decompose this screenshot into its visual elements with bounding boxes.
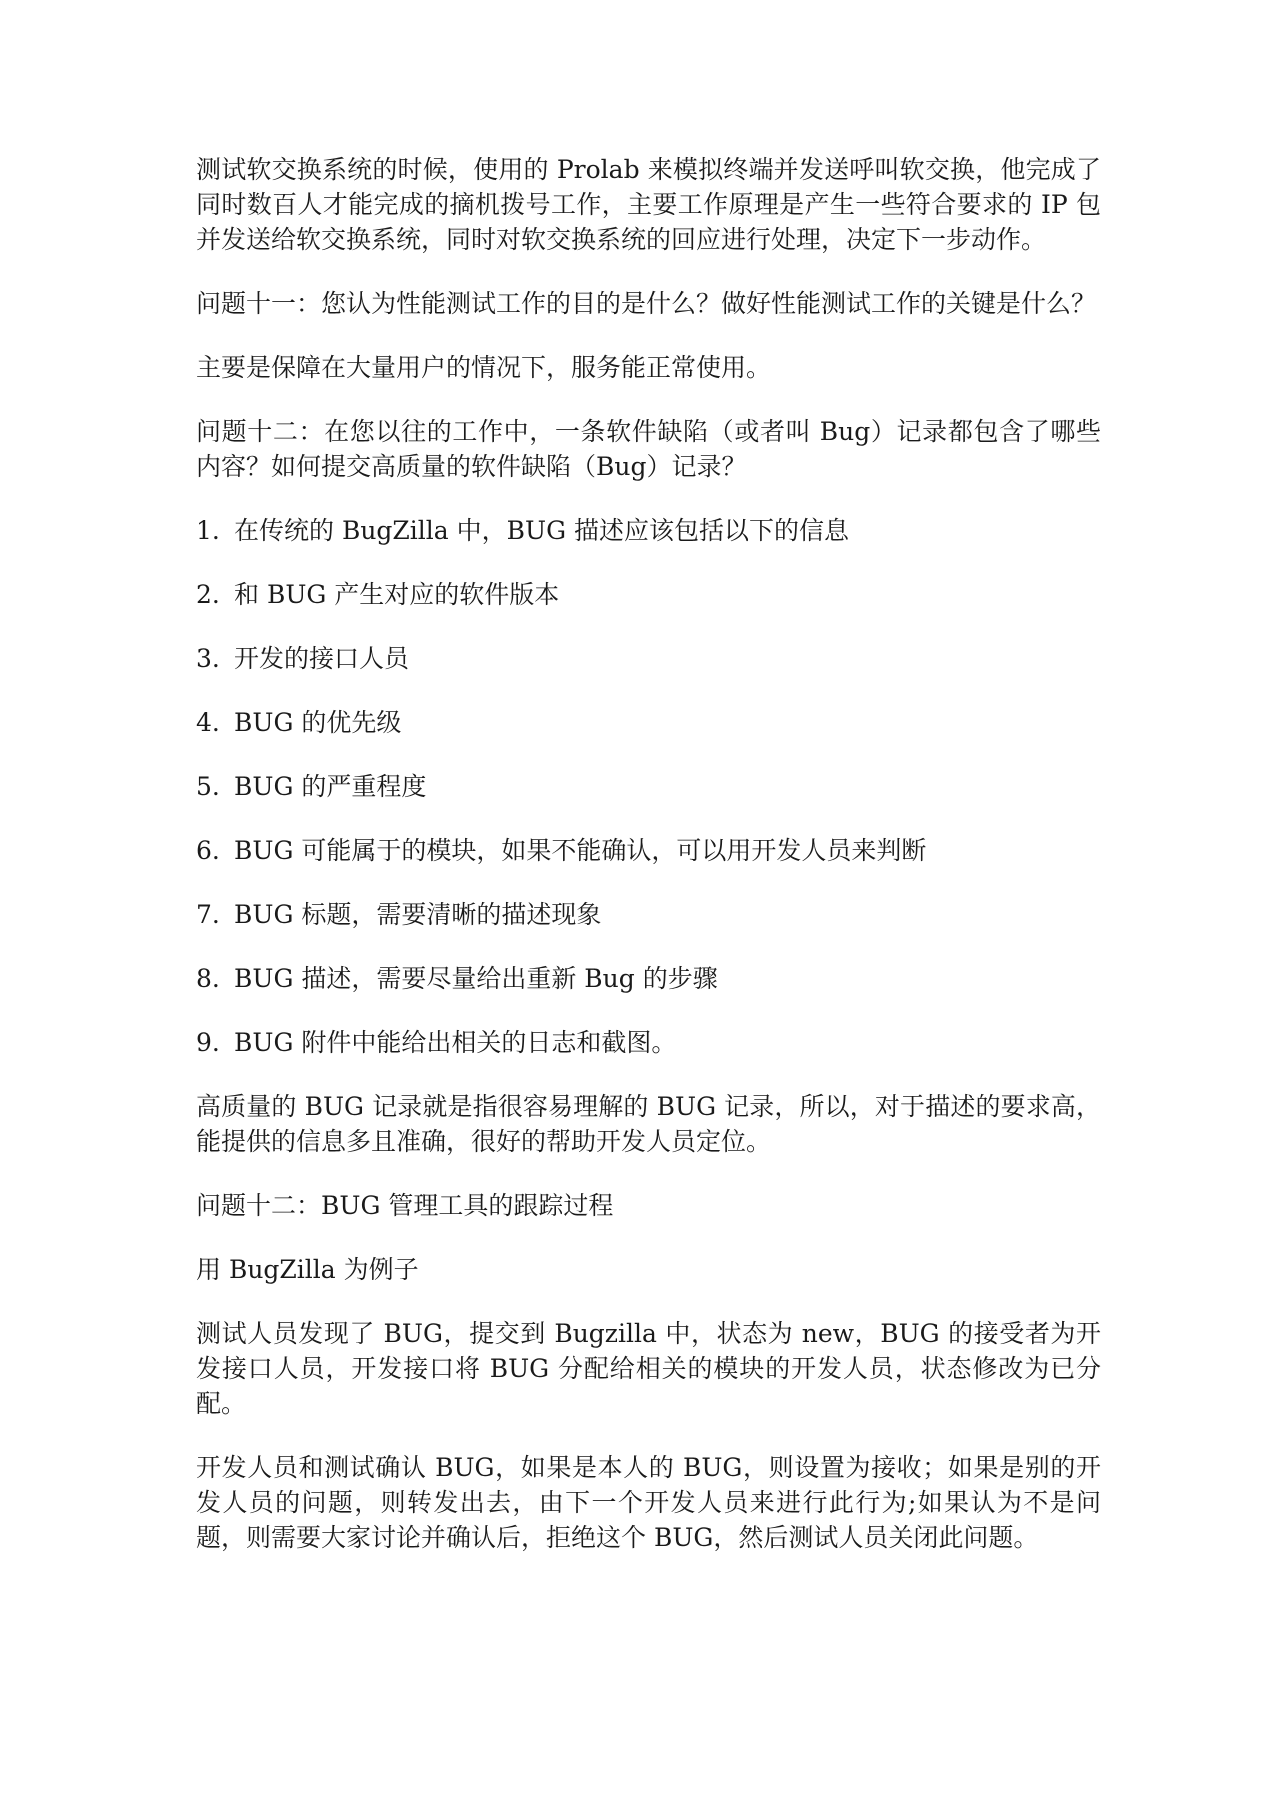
list-text: 和 BUG 产生对应的软件版本 bbox=[234, 580, 560, 609]
list-number: 5. bbox=[196, 772, 220, 801]
list-number: 8. bbox=[196, 964, 220, 993]
developer-confirm-paragraph: 开发人员和测试确认 BUG，如果是本人的 BUG，则设置为接收；如果是别的开发人员的问题，则转发出去，由下一个开发人员来进行此行为;如果认为不是问题，则需要大家讨论并确认后，拒绝这个 BUG，然后测试人员关闭此问题。 bbox=[196, 1453, 1101, 1552]
answer-eleven: 主要是保障在大量用户的情况下，服务能正常使用。 bbox=[196, 353, 772, 382]
paragraph-softswitch-testing: 测试软交换系统的时候，使用的 Prolab 来模拟终端并发送呼叫软交换，他完成了同时数百人才能完成的摘机拨号工作，主要工作原理是产生一些符合要求的 IP 包并发送给软交换系统，同时对软交换系统的回应进行处理，决定下一步动作。 bbox=[196, 155, 1101, 254]
list-number: 1. bbox=[196, 516, 220, 545]
list-item bbox=[196, 769, 1101, 804]
question-eleven: 问题十一：您认为性能测试工作的目的是什么？做好性能测试工作的关键是什么？ bbox=[196, 289, 1097, 318]
list-item bbox=[196, 513, 1101, 548]
question-twelve: 问题十二：在您以往的工作中，一条软件缺陷（或者叫 Bug）记录都包含了哪些内容？如何提交高质量的软件缺陷（Bug）记录？ bbox=[196, 417, 1101, 481]
high-quality-bug-paragraph: 高质量的 BUG 记录就是指很容易理解的 BUG 记录，所以，对于描述的要求高，能提供的信息多且准确，很好的帮助开发人员定位。 bbox=[196, 1092, 1101, 1156]
list-number: 9. bbox=[196, 1028, 220, 1057]
list-text: 在传统的 BugZilla 中，BUG 描述应该包括以下的信息 bbox=[234, 516, 849, 545]
list-text: BUG 的严重程度 bbox=[234, 772, 427, 801]
list-item bbox=[196, 705, 1101, 740]
document-page bbox=[196, 152, 1101, 1584]
bug-info-list bbox=[196, 513, 1101, 1060]
list-item bbox=[196, 833, 1101, 868]
list-item bbox=[196, 641, 1101, 676]
list-text: BUG 附件中能给出相关的日志和截图。 bbox=[234, 1028, 677, 1057]
question-bug-tracking: 问题十二：BUG 管理工具的跟踪过程 bbox=[196, 1191, 614, 1220]
list-text: 开发的接口人员 bbox=[234, 644, 410, 673]
list-number: 7. bbox=[196, 900, 220, 929]
list-item bbox=[196, 961, 1101, 996]
list-number: 3. bbox=[196, 644, 220, 673]
list-item bbox=[196, 1025, 1101, 1060]
tester-submit-paragraph: 测试人员发现了 BUG，提交到 Bugzilla 中，状态为 new，BUG 的接受者为开发接口人员，开发接口将 BUG 分配给相关的模块的开发人员，状态修改为已分配。 bbox=[196, 1319, 1101, 1418]
bugzilla-example-heading: 用 BugZilla 为例子 bbox=[196, 1255, 419, 1284]
list-number: 2. bbox=[196, 580, 220, 609]
list-text: BUG 描述，需要尽量给出重新 Bug 的步骤 bbox=[234, 964, 718, 993]
list-number: 6. bbox=[196, 836, 220, 865]
list-item bbox=[196, 897, 1101, 932]
list-text: BUG 可能属于的模块，如果不能确认，可以用开发人员来判断 bbox=[234, 836, 927, 865]
list-item bbox=[196, 577, 1101, 612]
list-number: 4. bbox=[196, 708, 220, 737]
list-text: BUG 的优先级 bbox=[234, 708, 402, 737]
list-text: BUG 标题，需要清晰的描述现象 bbox=[234, 900, 602, 929]
